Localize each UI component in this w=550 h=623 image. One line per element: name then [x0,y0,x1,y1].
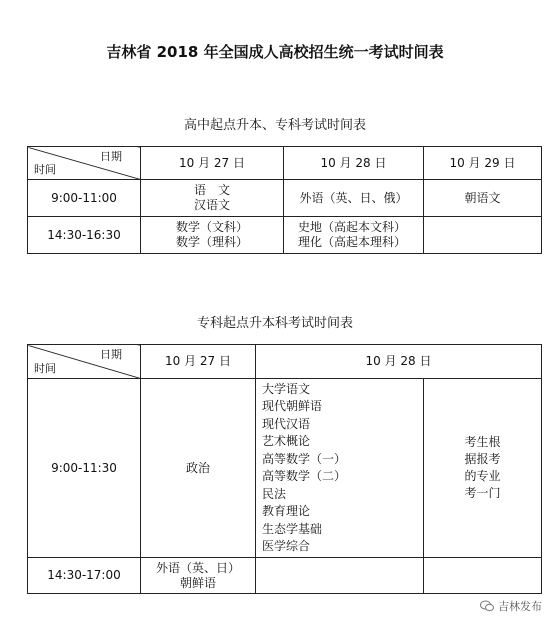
table2-time-cell: 9:00-11:30 [28,379,141,558]
list-item: 艺术概论 [262,434,311,448]
subject: 朝鲜语 [179,575,216,590]
table2 [27,344,542,594]
table2-time-cell: 14:30-17:00 [28,558,141,594]
table2-date-28: 10 月 28 日 [256,345,542,379]
watermark-text: 吉林发布 [498,600,542,613]
list-item: 现代朝鲜语 [262,399,323,413]
subject: 汉语文 [193,198,230,212]
note-line: 考一门 [464,486,501,500]
table1-date-27: 10 月 27 日 [141,147,284,180]
subject: 史地（高起本文科） [298,220,407,234]
subject: 数学（理科） [175,235,248,249]
list-item: 大学语文 [262,381,311,396]
table2-header-date: 日期 [100,348,122,361]
subject: 语 文 [193,183,230,197]
table1-cell [141,217,284,254]
list-item: 现代汉语 [262,416,311,431]
table1-cell [424,180,542,217]
table-row [28,558,542,594]
list-item: 高等数学（一） [262,451,347,466]
table1-header-time: 时间 [34,163,56,176]
table-row [28,180,542,217]
table2-date-27: 10 月 27 日 [141,345,256,379]
table1-title: 高中起点升本、专科考试时间表 [183,118,366,133]
table1-date-29: 10 月 29 日 [424,147,542,180]
table-row [28,217,542,254]
subject: 理化（高起本理科） [298,235,407,249]
wechat-icon [480,600,494,612]
table1-cell [284,217,424,254]
table2-header-row [28,345,542,379]
table1 [27,146,542,254]
table2-title: 专科起点升本科考试时间表 [196,316,353,331]
note-line: 考生根 [464,435,501,449]
subject: 政治 [185,460,210,475]
table1-header-row [28,147,542,180]
table-row [28,379,542,558]
table2-cell [256,558,424,594]
table2-cell [141,558,256,594]
table1-header-date: 日期 [100,150,122,163]
subject: 外语（英、日、俄） [299,190,408,205]
table1-time-cell: 9:00-11:00 [28,180,141,217]
table2-note-cell [424,379,542,558]
list-item: 教育理论 [262,504,311,518]
table2-header-time: 时间 [34,362,56,375]
table1-cell [424,217,542,254]
table1-date-28: 10 月 28 日 [284,147,424,180]
watermark [480,598,542,614]
table2-corner-cell [28,345,141,379]
note-line: 据报考 [464,452,501,466]
list-item: 医学综合 [262,539,311,553]
list-item: 生态学基础 [262,521,323,536]
table1-time-cell: 14:30-16:30 [28,217,141,254]
table2-subject-list [256,379,424,558]
page-title: 吉林省 2018 年全国成人高校招生统一考试时间表 [106,43,444,61]
subject: 外语（英、日） [155,560,240,575]
table1-cell [141,180,284,217]
table2-cell [424,558,542,594]
list-item: 高等数学（二） [262,469,347,483]
table2-cell [141,379,256,558]
table1-cell [284,180,424,217]
table1-corner-cell [28,147,141,180]
note-line: 的专业 [464,469,501,483]
subject: 数学（文科） [175,220,248,234]
subject: 朝语文 [464,190,501,205]
list-item: 民法 [262,486,287,501]
